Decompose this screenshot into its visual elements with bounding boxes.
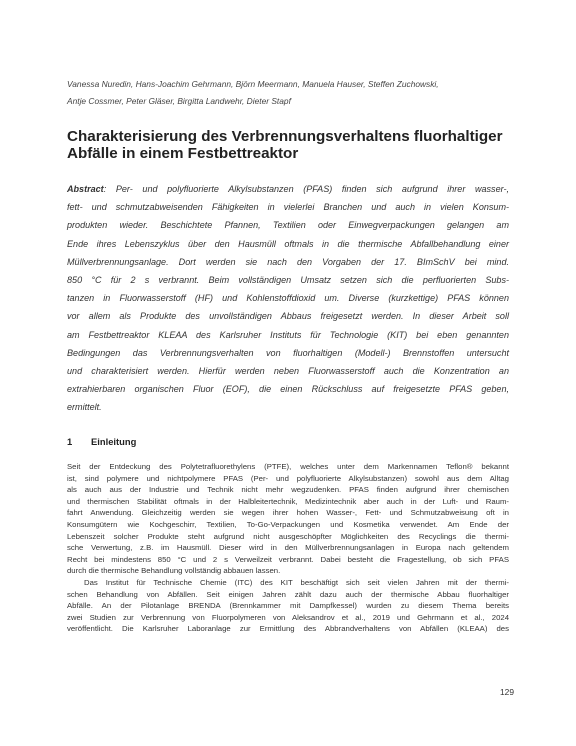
section-number: 1 bbox=[67, 436, 73, 447]
body-line: als auch aus der Industrie und Technik nicht mehr wegzudenken. PFAS finden aufgrund ihrer chemischen bbox=[67, 485, 509, 495]
abstract-line: am Festbettreaktor KLEAA des Karlsruher Instituts für Technologie (KIT) bei eben genannten bbox=[67, 329, 509, 340]
body-line: Abfälle. An der Pilotanlage BRENDA (Brennkammer mit Dampfkessel) wurden zu diesem Thema bereits bbox=[67, 601, 509, 611]
body-line: Recht bei mindestens 850 °C und 2 s Verweilzeit verbrannt. Dabei besteht die Fragestellung, ob sich PFAS bbox=[67, 554, 509, 564]
body-line: Das Institut für Technische Chemie (ITC) des KIT beschäftigt sich seit vielen Jahren mit der thermi- bbox=[84, 577, 509, 587]
body-line: durch die thermische Behandlung vollständig abbauen lassen. bbox=[67, 566, 281, 576]
author-line: Vanessa Nuredin, Hans-Joachim Gehrmann, Björn Meermann, Manuela Hauser, Steffen Zuchowski, bbox=[67, 79, 439, 89]
title-line: Abfälle in einem Festbettreaktor bbox=[67, 145, 299, 162]
abstract-line: Müllverbrennungsanlage. Dort werden sie nach den Vorgaben der 17. BImSchV bei mind. bbox=[67, 256, 509, 267]
abstract-line: ermittelt. bbox=[67, 402, 102, 413]
body-line: ist, sind polymere und nichtpolymere PFAS (Per- und polyfluorierte Alkylsubstanzen) sowohl aus dem Alltag bbox=[67, 473, 509, 483]
abstract-line bbox=[67, 180, 509, 198]
abstract-line: extrahierbaren organischen Fluor (EOF), die einen Rückschluss auf freigesetzte PFAS geben, bbox=[67, 384, 509, 395]
author-line: Antje Cossmer, Peter Gläser, Birgitta Landwehr, Dieter Stapf bbox=[67, 96, 291, 106]
body-line: Lebenszeit solcher Produkte steht aufgrund nicht ausgeschöpfter Möglichkeiten des Recyclings die thermi- bbox=[67, 531, 509, 541]
abstract-line: tanzen in Fluorwasserstoff (HF) und Kohlenstoffdioxid um. Diverse (kurzkettige) PFAS können bbox=[67, 293, 509, 304]
section-title: Einleitung bbox=[91, 436, 137, 447]
body-line: Konsumgütern wie Kochgeschirr, Textilien, To-Go-Verpackungen und Kosmetika verwendet. Am Ende der bbox=[67, 519, 509, 529]
abstract-line: Bedingungen das Verbrennungsverhalten von fluorhaltigen (Modell-) Brennstoffen untersucht bbox=[67, 347, 509, 358]
title-line: Charakterisierung des Verbrennungsverhaltens fluorhaltiger bbox=[67, 128, 503, 145]
abstract-label: Abstract bbox=[67, 184, 104, 194]
body-line: veröffentlicht. Die Karlsruher Laboranlage zur Ermittlung des Abbrandverhaltens von Abfällen (KLEAA) des bbox=[67, 624, 509, 634]
abstract-line: und charakterisiert werden. Hierfür werden neben Fluorwasserstoff auch die Konzentration an bbox=[67, 365, 509, 376]
body-line: zwei Studien zur Verbrennung von Fluorpolymeren von Aleksandrov et al., 2019 und Gehrmann et al., 2024 bbox=[67, 612, 509, 622]
page-number: 129 bbox=[500, 687, 514, 697]
abstract-line: Ende ihres Lebenszyklus über den Hausmüll oftmals in die thermische Abfallbehandlung einer bbox=[67, 238, 509, 249]
abstract-line: produkten wieder. Beschichtete Pfannen, Textilien oder Einwegverpackungen gelangen am bbox=[67, 220, 509, 231]
abstract-first-line: : Per- und polyfluorierte Alkylsubstanzen (PFAS) finden sich aufgrund ihrer wasser-, bbox=[103, 184, 509, 194]
body-line: sche Verwertung, z.B. im Hausmüll. Dieser wird in den Müllverbrennungsanlagen in Europa nach geltendem bbox=[67, 543, 509, 553]
section-heading bbox=[67, 436, 136, 447]
paper-title bbox=[67, 128, 527, 162]
body-line: und thermischen Stabilität oftmals in der Halbleitertechnik, Medizintechnik aber auch in der Luft- und Raum- bbox=[67, 496, 509, 506]
author-list bbox=[67, 76, 527, 110]
body-text bbox=[67, 461, 509, 635]
abstract-line: fett- und schmutzabweisenden Fähigkeiten in vielerlei Branchen und auch in vielen Konsum- bbox=[67, 202, 509, 213]
abstract-line: vor allem als Produkte des unvollständigen Abbaus freigesetzt werden. In dieser Arbeit soll bbox=[67, 311, 509, 322]
body-line: schen Behandlung von Abfällen. Seit einigen Jahren zählt dazu auch der thermische Abbau fluorhaltiger bbox=[67, 589, 509, 599]
body-line: fahrt Anwendung. Gleichzeitig werden sie wegen ihrer hohen Wasser-, Fett- und Schmutzabweisung oft in bbox=[67, 508, 509, 518]
abstract-line: 850 °C für 2 s verbrannt. Beim vollständigen Umsatz setzen sich die perfluorierten Subs- bbox=[67, 274, 509, 285]
abstract bbox=[67, 180, 509, 416]
body-line: Seit der Entdeckung des Polytetrafluorethylens (PTFE), welches unter dem Markennamen Teflon® bekannt bbox=[67, 462, 509, 471]
